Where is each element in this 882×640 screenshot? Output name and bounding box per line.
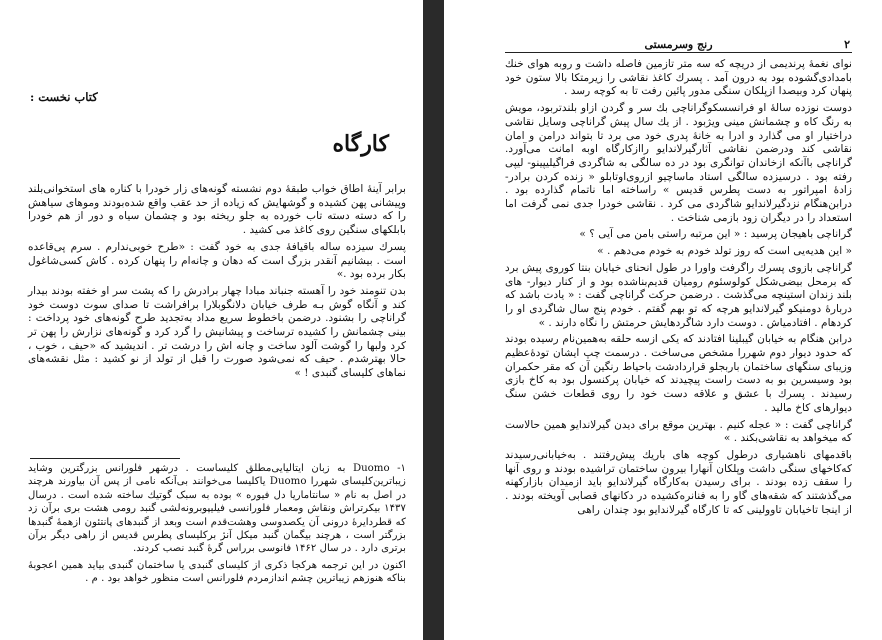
paragraph: درابن هنگام به خیابان گیبلینا افتادند که یکی ازسه حلقه به‌همین‌نام رسیده بودند که حدود دیوار دوم شهررا مشخص می‌ساخت . درسمت چپ ایشان تودهٔ‌عظیم وزیبای سنگهای ساختمان باربجلو قراردادشت باحیاط رنگین آن که مقر حکمران بود وسیسرین بو به دست راست پیچیدند که خیابان پرکنسول بود به کاخ بازی رسیدند . پسرك با عشق و علاقه دست خود را روی قطعات خشن سنگ دیوارهای کاخ مالید .: [505, 333, 852, 414]
footnote: اکنون در این ترجمه هرکجا ذکری از کلیسای گنبدی یا ساختمان گنبدی بیاید همین اعجوبهٔ بناکه هنوزهم زیباترین چشم اندازمردم فلورانس است منظور خواهد بود . م .: [28, 559, 406, 585]
chapter-label: کتاب نخست :: [30, 90, 98, 104]
footnotes: [28, 462, 406, 586]
book-gutter: [423, 0, 444, 640]
running-title: رنج وسرمستی: [644, 38, 713, 51]
chapter-title: کارگاه: [332, 131, 389, 157]
paragraph: گرانا‌چی گفت : « عجله کنیم . بهترین موقع برای دیدن گیرلاندایو همین حالاست که میخواهد به نقاشی‌بکند . »: [505, 418, 852, 445]
paragraph: « این هدیه‌یی است که روز تولد خودم به خودم می‌دهم . »: [597, 245, 852, 258]
paragraph: گرانا‌چی باهیجان پرسید : « این مرتبه راستی بامن می آیی ؟ »: [579, 228, 852, 241]
running-header: [505, 38, 852, 53]
page-number: ۲: [844, 38, 850, 51]
left-page: [0, 0, 423, 640]
paragraph: پسرك سیزده ساله باقیافهٔ جدی‌ به خود گفت : «طرح خوبی‌ندارم . سرم پی‌قاعده است . بیشانیم آنقدر بزرگ است که دهان و چانه‌ام را پنهان کرده . کاش کسی‌شاغول بکار برده بود .»: [28, 240, 406, 281]
paragraph: نوای نغمهٔ پرندیمی از دریچه که سه متر تازمین فاصله داشت و روبه هوای خنك بامدادی‌گشوده بود به درون آمد . پسرك کاغذ نقاشی را زیرمتکا بالا ستون خود پنهان کرد وبیصدا ازپلکان سنگی مدور پائین رفت تا به کوچه رسد .: [505, 58, 852, 98]
paragraph: باقدمهای ناهشیاری درطول کوچه های باریك پیش‌رفتند . به‌خیابانی‌رسیدند که‌کاخهای سنگی داشت وپلکان آنهارا بیرون ساختمان تراشیده بودند و روی آنها را سقف زده بودند . برای رسیدن به‌کارگاه گیرلاندایو باید ازمیدان بازارکهنه می‌گذشتند که شقه‌های گاو را به فنانره‌کشیده در دکانهای قصابی آویخته بودند . از اینجا تاخیابان تاوولینی که تا کارگاه گیرلاندایو بود چندان راهی: [505, 448, 852, 516]
paragraph: دوست نوزده سالهٔ او فرانسسکوگرانا‌چی بك سر و گردن ازاو بلندتربود، مویش به رنگ کاه و چشمانش مینی ویژبود . از یك سال پیش گرانا‌چی وسایل نقاشی دراختیار او می گذارد و ادرا به خانهٔ پدری خود می برد تا بتواند درامن و امان نقاشی کند ودرضمن نقاشی آثارگیرلاندایو راازکارگاه اوبه امانت می‌آورد. گرانا‌چی باآنکه ازخاندان توانگری بود در ده سالگی به شاگردی فراگیلیپینو- لیپی رفته بود . درسیزده سالگی استاد ماساچیو ازروی‌اوتابلو « زنده کردن برادر- زادهٔ امپراتور به دست پطرس قدیس » راساخته اما ناتمام گذارده بود . درابن‌هنگام نزد‌گیرلاندایو شاگردی می کرد . نقاشی خودرا جدی نمی گرفت اما استعداد را در دیگران زود بازمی شناخت .: [505, 102, 852, 224]
footnote-divider: [30, 458, 180, 459]
paragraph: برابر آینهٔ اطاق خواب طبقهٔ دوم نشسته گونه‌های زار خودرا با کناره های استخوانی‌بلند وپیشانی پهن کشیده و گوشهایش که زیاده از حد عقب واقع شده‌بودند وموهای سیاهش را که دسته دسته تاب خورده به جلو ریخته بود و چشمان سیاه و دور از هم خودرا بابلکهای سنگین روی کاغذ می کشید .: [28, 183, 406, 237]
right-body-text: [505, 58, 852, 518]
footnote: ۱- Duomo به زبان ایتالیایی‌مطلق کلیساست . درشهر فلورانس بزرگترین وشاید زیباترین‌کلیسای شهررا Duomo یاکلیسا می‌خوانند بی‌آنکه نامی از پس آن بیاورند هرچند در اصل به نام « سانتاماریا دل فیوره » بوده به سبک گوتیك ساخته شده است . درسال ۱۴۳۷ بیکرتراش ونقاش ومعمار فلورانسی فیلیپوبرونه‌لشی گنبد رومی هشت بری برآن زد که قطردایره‌ٔ درونی آن یکصدوسی وهشت‌قدم است وبعد از گنبدهای پانتئون ازهمهٔ گنبدها بزرگتر است ، هرچند بیگمان گنبد میکل آنژ برکلیسای پطرس قدیس از راهی دیگر برآن برتری دارد . در سال ۱۴۶۲ فانوسی برراس گرهٔ گنبد نصب کردند.: [28, 463, 406, 555]
left-body-text: [28, 183, 406, 381]
paragraph: بدن تنومند خود را آهسته جنباند مبادا چهار برادرش را که پشت سر او خفته بودند بیدار کند و آنگاه گوش بـه طرف خیابان دلانگوبلارا برافراشت تا صدای سوت دوست خود گرانا‌چی را بشنود. درضمن باخطوط سریع مداد به‌تجدید طرح گونه‌های خود پرداخت : بینی‌ چشمانش را کشیده ترساخت و پیشانیش را گرد کرد و گونه‌های نزارش را پهن تر کرد ولبها را گوشت آلود ساخت و چانه اش را درشت‌ تر . اندیشید که «حیف ، خوب ، حالا بهترشدم . حیف که نمی‌شود صورت را قبل از تولد از نو کشید : مثل نقشه‌های نماهای کلیسای گنبدی ! »: [28, 284, 406, 380]
paragraph: گرانا‌چی بازوی پسرك راگرفت واورا در طول انحنای خیابان بنتا کوروی پیش برد که برمحل بیضی‌شکل کولوسئوم رومیان قدیم‌بناشده بود و از کنار دیوار- های بلند زندان استینچه می‌گذشت . درضمن حرکت گرانا‌چی گفت : « یادت باشد که دربارهٔ دومنیکو گیرلاندایو هرچه که تو بهم گفتم . خودم پنج سال شاگردی او را کردهام . افتادمیاش . دوست دارد شاگردهایش حرمتش را نگاه دارند . »: [505, 261, 852, 329]
